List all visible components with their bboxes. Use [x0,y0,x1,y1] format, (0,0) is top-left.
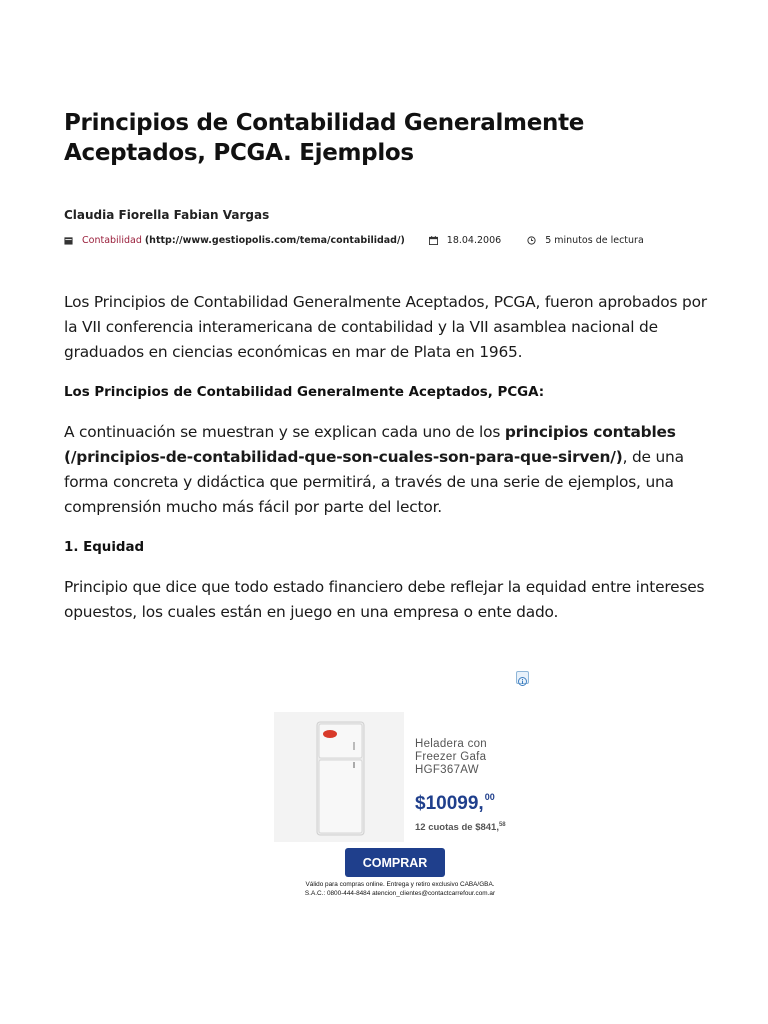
refrigerator-icon [274,712,404,842]
article [64,108,714,625]
product-name[interactable]: Heladera con Freezer Gafa HGF367AW [415,738,488,776]
date-group [429,235,501,246]
legal-line-2: S.A.C.: 0800-444-8484 atencion_clientes@contactcarrefour.com.ar [304,890,496,897]
category-link[interactable]: Contabilidad [82,235,142,246]
ad-info-icon[interactable] [516,671,529,684]
read-time: 5 minutos de lectura [545,235,644,246]
clock-icon [527,236,536,245]
price-cents: 00 [484,792,495,802]
installments-cents: 58 [498,822,506,828]
buy-button[interactable]: COMPRAR [345,848,445,877]
article-title: Principios de Contabilidad Generalmente Aceptados, PCGA. Ejemplos [64,110,585,166]
folder-icon [64,236,73,245]
calendar-icon [429,236,438,245]
refrigerator-image[interactable] [274,712,404,842]
installments [415,822,506,833]
price-main: $10099, [415,793,484,814]
author-name[interactable]: Claudia Fiorella Fabian Vargas [64,208,270,222]
ad-legal-text [268,880,532,898]
installments-main: 12 cuotas de $841, [415,822,499,833]
legal-line-1: Válido para compras online. Entrega y retiro exclusivo CABA/GBA. [305,881,495,888]
equidad-heading: 1. Equidad [64,540,145,555]
publish-date: 18.04.2006 [446,235,502,246]
info-icon [517,676,528,687]
principles-heading: Los Principios de Contabilidad Generalmente Aceptados, PCGA: [64,385,545,400]
category-url[interactable]: (http://www.gestiopolis.com/tema/contabilidad/) [144,235,405,246]
read-time-group [527,235,644,246]
equidad-paragraph: Principio que dice que todo estado financiero debe reflejar la equidad entre intereses opuestos, los cuales están en juego en una empresa o ente dado. [64,578,705,621]
intro-paragraph: Los Principios de Contabilidad Generalmente Aceptados, PCGA, fueron aprobados por la VII conferencia interamericana de contabilidad y la VII asamblea nacional de graduados en ciencias económicas en mar de Plata en 1965. [64,293,707,361]
principles-link[interactable]: principios contables (/principios-de-contabilidad-que-son-cuales-son-para-que-sirven/) [64,423,676,466]
article-meta [64,235,714,246]
explanation-text-end: , de una forma concreta y didáctica que permitirá, a través de una serie de ejemplos, una comprensión mucho más fácil por parte del lector. [64,448,684,516]
advertisement[interactable] [268,668,532,903]
explanation-paragraph [64,420,714,520]
product-price [415,792,495,815]
explanation-text-start: A continuación se muestran y se explican cada uno de los [64,423,505,441]
